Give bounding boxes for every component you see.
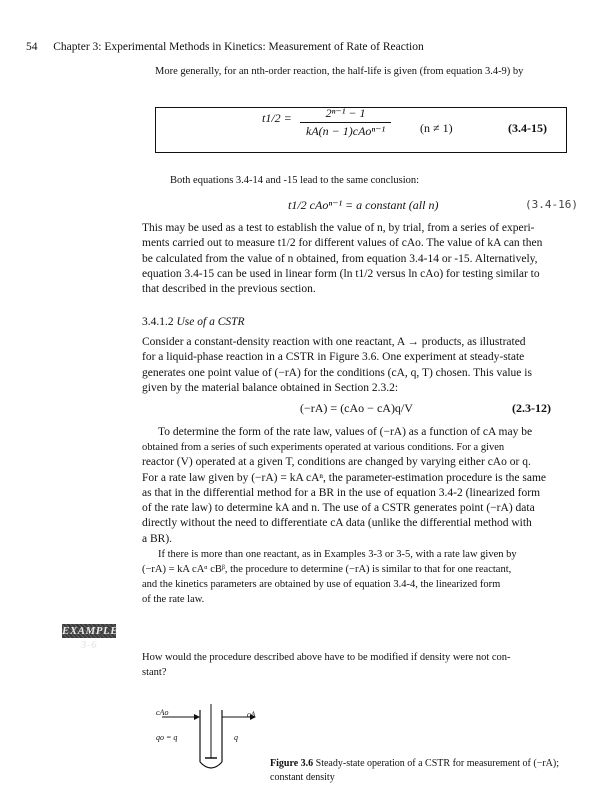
rate-law-line: obtained from a series of such experiments operated at various conditions. For a given bbox=[142, 442, 505, 454]
cstr-line: generates one point value of (−rA) for the conditions (cA, q, T) chosen. This value is bbox=[142, 366, 532, 379]
rate-law-line: directly without the need to differentiate cA data (unlike the differential method with bbox=[142, 517, 532, 530]
eq-2-3-12: (−rA) = (cAo − cA)q/V bbox=[300, 401, 413, 415]
tank-bottom bbox=[200, 762, 222, 768]
rate-law-line: as that in the differential method for a BR in the use of equation 3.4-2 (linearized form bbox=[142, 486, 541, 499]
test-line: This may be used as a test to establish the value of n, by trial, from a series of experi- bbox=[142, 222, 535, 234]
test-line: equation 3.4-15 can be used in linear form (ln t1/2 versus ln cAo) for testing similar to bbox=[142, 267, 540, 280]
eq-3-4-15-numerator: 2ⁿ⁻¹ − 1 bbox=[300, 106, 391, 123]
figure-caption-text-2: constant density bbox=[270, 772, 335, 783]
example-line: stant? bbox=[142, 667, 167, 678]
eq-3-4-15-fraction bbox=[300, 106, 391, 139]
eq-3-4-16: t1/2 cAoⁿ⁻¹ = a constant (all n) bbox=[288, 198, 439, 212]
rate-law-paragraph bbox=[142, 425, 572, 547]
cstr-line: Consider a constant-density reaction with one reactant, A → products, as illustrated bbox=[142, 336, 526, 348]
section-heading bbox=[142, 316, 245, 328]
test-paragraph bbox=[142, 221, 572, 297]
inlet-arrow bbox=[194, 714, 200, 720]
test-line: ments carried out to measure t1/2 for different values of cAo. The value of kA can then bbox=[142, 237, 543, 250]
eq-3-4-15-denominator: kA(n − 1)cAoⁿ⁻¹ bbox=[306, 124, 386, 138]
eq-3-4-16-label: (3.4-16) bbox=[525, 198, 578, 211]
eq-3-4-15-label: (3.4-15) bbox=[508, 121, 547, 135]
example-question bbox=[142, 650, 572, 680]
rate-law-line: To determine the form of the rate law, values of (−rA) as a function of cA may be bbox=[158, 426, 533, 438]
outlet-flow-label: q bbox=[234, 733, 238, 742]
inlet-concentration-label: cAo bbox=[156, 708, 169, 717]
figure-caption bbox=[270, 757, 590, 785]
inlet-flow-label: qo = q bbox=[156, 733, 178, 742]
test-line: that described in the previous section. bbox=[142, 283, 316, 296]
cstr-line: given by the material balance obtained in Section 2.3.2: bbox=[142, 381, 399, 394]
outlet-concentration-label: cA bbox=[247, 710, 256, 719]
example-badge: EXAMPLE 3-6 bbox=[62, 625, 119, 651]
eq-3-4-15-lhs: t1/2 = bbox=[262, 111, 292, 125]
rate-law-line: of the rate law) to determine kA and n. The use of a CSTR generates point (−rA) data bbox=[142, 502, 535, 515]
cstr-paragraph bbox=[142, 335, 572, 396]
multi-line: and the kinetics parameters are obtained by use of equation 3.4-4, the linearized form bbox=[142, 579, 501, 590]
rate-law-line: reactor (V) operated at a given T, conditions are changed by varying either cAo or q. bbox=[142, 456, 531, 469]
figure-caption-text: Steady-state operation of a CSTR for measurement of (−rA); bbox=[315, 758, 560, 769]
figure-caption-label: Figure 3.6 bbox=[270, 758, 314, 769]
page-number: 54 bbox=[26, 41, 38, 53]
multi-line: of the rate law. bbox=[142, 594, 205, 605]
intro-paragraph: More generally, for an nth-order reaction, the half-life is given (from equation 3.4-9) by bbox=[155, 66, 524, 77]
multi-line: (−rA) = kA cAᵅ cBᵝ, the procedure to determine (−rA) is similar to that for one reactant, bbox=[142, 564, 512, 575]
cstr-line: for a liquid-phase reaction in a CSTR in Figure 3.6. One experiment at steady-state bbox=[142, 351, 525, 364]
section-title: Use of a CSTR bbox=[176, 316, 245, 328]
multi-line: If there is more than one reactant, as in Examples 3-3 or 3-5, with a rate law given by bbox=[158, 549, 517, 560]
example-line: How would the procedure described above have to be modified if density were not con- bbox=[142, 652, 511, 663]
running-header bbox=[26, 41, 424, 53]
rate-law-line: For a rate law given by (−rA) = kA cAⁿ, the parameter-estimation procedure is the same bbox=[142, 471, 547, 484]
eq-2-3-12-label: (2.3-12) bbox=[512, 401, 551, 415]
rate-law-line: a BR). bbox=[142, 532, 173, 545]
chapter-title: Chapter 3: Experimental Methods in Kinetics: Measurement of Rate of Reaction bbox=[53, 41, 424, 53]
multi-reactant-paragraph bbox=[142, 547, 572, 607]
test-line: be calculated from the value of n obtained, from equation 3.4-14 or -15. Alternatively, bbox=[142, 252, 538, 265]
eq-3-4-15-condition: (n ≠ 1) bbox=[420, 121, 453, 135]
both-equations-text: Both equations 3.4-14 and -15 lead to the same conclusion: bbox=[170, 175, 420, 186]
section-number: 3.4.1.2 bbox=[142, 316, 174, 328]
